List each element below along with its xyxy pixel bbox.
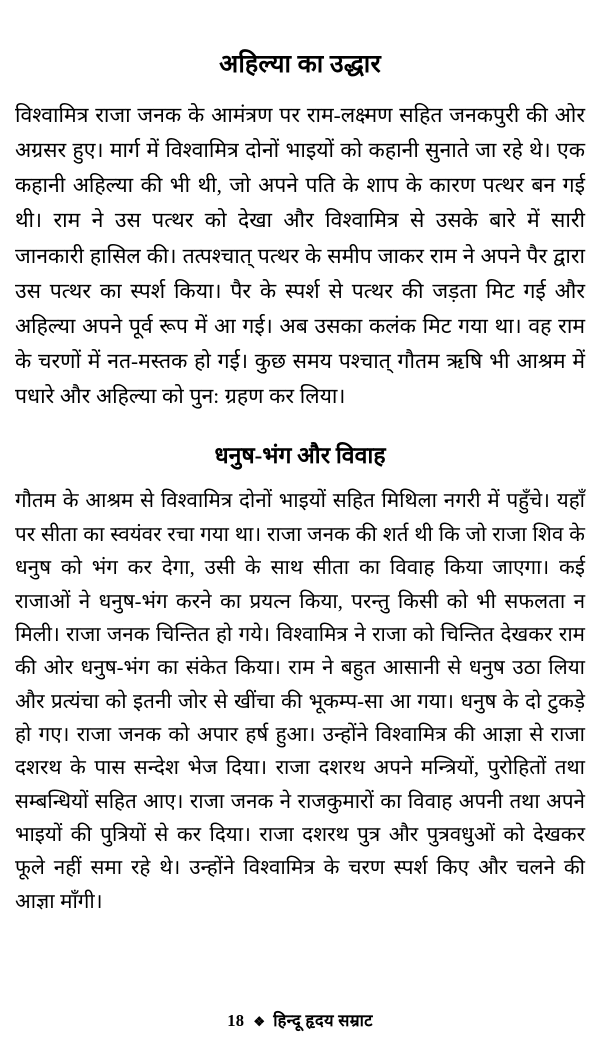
flower-ornament-icon: ❖ bbox=[253, 1014, 266, 1030]
page-footer bbox=[0, 1008, 600, 1031]
section-body-1: विश्वामित्र राजा जनक के आमंत्रण पर राम-लक्ष्मण सहित जनकपुरी की ओर अग्रसर हुए। मार्ग में विश्वामित्र दोनों भाइयों को कहानी सुनाते जा रहे थे। एक कहानी अहिल्या की भी थी, जो अपने पति के शाप के कारण पत्थर बन गई थी। राम ने उस पत्थर को देखा और विश्वामित्र से उसके बारे में सारी जानकारी हासिल की। तत्पश्चात् पत्थर के समीप जाकर राम ने अपने पैर द्वारा उस पत्थर का स्पर्श किया। पैर के स्पर्श से पत्थर की जड़ता मिट गई और अहिल्या अपने पूर्व रूप में आ गई। अब उसका कलंक मिट गया था। वह राम के चरणों में नत-मस्तक हो गई। कुछ समय पश्चात् गौतम ऋषि भी आश्रम में पधारे और अहिल्या को पुन: ग्रहण कर लिया। bbox=[15, 102, 585, 409]
page-number: 18 bbox=[227, 1011, 245, 1030]
section-body-2: गौतम के आश्रम से विश्वामित्र दोनों भाइयों सहित मिथिला नगरी में पहुँचे। यहाँ पर सीता का स्वयंवर रचा गया था। राजा जनक की शर्त थी कि जो राजा शिव के धनुष को भंग कर देगा, उसी के साथ सीता का विवाह किया जाएगा। कई राजाओं ने धनुष-भंग करने का प्रयत्न किया, परन्तु किसी को भी सफलता न मिली। राजा जनक चिन्तित हो गये। विश्वामित्र ने राजा को चिन्तित देखकर राम की ओर धनुष-भंग का संकेत किया। राम ने बहुत आसानी से धनुष उठा लिया और प्रत्यंचा को इतनी जोर से खींचा की भूकम्प-सा आ गया। धनुष के दो टुकड़े हो गए। राजा जनक को अपार हर्ष हुआ। उन्होंने विश्वामित्र की आज्ञा से राजा दशरथ के पास सन्देश भेज दिया। राजा दशरथ अपने मन्त्रियों, पुरोहितों तथा सम्बन्धियों सहित आए। राजा जनक ने राजकुमारों का विवाह अपनी तथा अपने भाइयों की पुत्रियों से कर दिया। राजा दशरथ पुत्र और पुत्रवधुओं को देखकर फूले नहीं समा रहे थे। उन्होंने विश्वामित्र के चरण स्पर्श किए और चलने की आज्ञा माँगी। bbox=[15, 490, 585, 913]
section-heading-1: अहिल्या का उद्धार bbox=[219, 51, 381, 78]
book-title: हिन्दू हृदय सम्राट bbox=[273, 1011, 373, 1030]
section-heading-2: धनुष-भंग और विवाह bbox=[214, 443, 386, 469]
